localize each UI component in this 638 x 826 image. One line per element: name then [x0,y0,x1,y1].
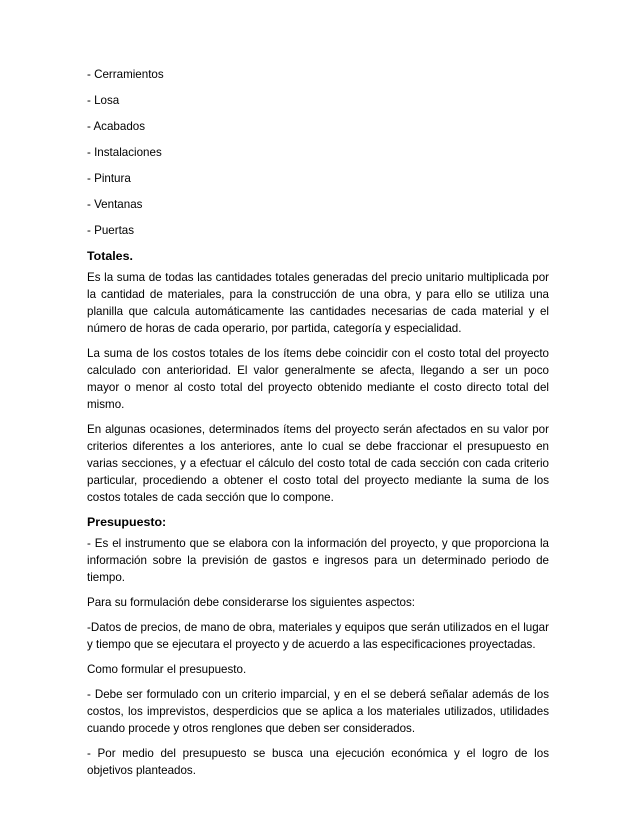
list-item: - Pintura [87,172,131,185]
list-item: - Ventanas [87,198,143,211]
totales-section [87,248,549,506]
totales-heading: Totales. [87,249,133,263]
paragraph: - Es el instrumento que se elabora con la información del proyecto, y que proporciona la información sobre la previsión de gastos e ingresos para un determinado periodo de tiempo. [87,537,549,584]
list-item: - Losa [87,94,120,107]
materials-list [87,66,549,239]
presupuesto-heading: Presupuesto: [87,515,167,529]
paragraph: - Por medio del presupuesto se busca una ejecución económica y el logro de los objetivos planteados. [87,747,549,777]
paragraph: En algunas ocasiones, determinados ítems del proyecto serán afectados en su valor por criterios diferentes a los anteriores, ante lo cual se debe fraccionar el presupuesto en varias secciones, y a efectuar el cálculo del costo total de cada sección con cada criterio particular, procediendo a obtener el costo total del proyecto mediante la suma de los costos totales de cada sección que lo compone. [87,423,549,504]
paragraph: La suma de los costos totales de los ítems debe coincidir con el costo total del proyecto calculado con anterioridad. El valor generalmente se afecta, llegando a ser un poco mayor o menor al costo total del proyecto obtenido mediante el costo directo total del mismo. [87,347,549,411]
document-page [87,66,549,787]
list-item: - Puertas [87,224,135,237]
paragraph: - Debe ser formulado con un criterio imparcial, y en el se deberá señalar además de los costos, los imprevistos, desperdicios que se aplica a los materiales utilizados, utilidades cuando procede y otros renglones que deben ser considerados. [87,688,549,735]
presupuesto-section [87,514,549,779]
paragraph: Es la suma de todas las cantidades totales generadas del precio unitario multiplicada por la cantidad de materiales, para la construcción de una obra, y para ello se utiliza una planilla que calcula automáticamente las cantidades necesarias de cada material y el número de horas de cada operario, por partida, categoría y especialidad. [87,271,549,335]
list-item: - Cerramientos [87,68,164,81]
paragraph: -Datos de precios, de mano de obra, materiales y equipos que serán utilizados en el lugar y tiempo que se ejecutara el proyecto y de acuerdo a las especificaciones proyectadas. [87,621,549,651]
paragraph: Como formular el presupuesto. [87,663,247,676]
list-item: - Acabados [87,120,146,133]
list-item: - Instalaciones [87,146,162,159]
paragraph: Para su formulación debe considerarse los siguientes aspectos: [87,596,416,609]
